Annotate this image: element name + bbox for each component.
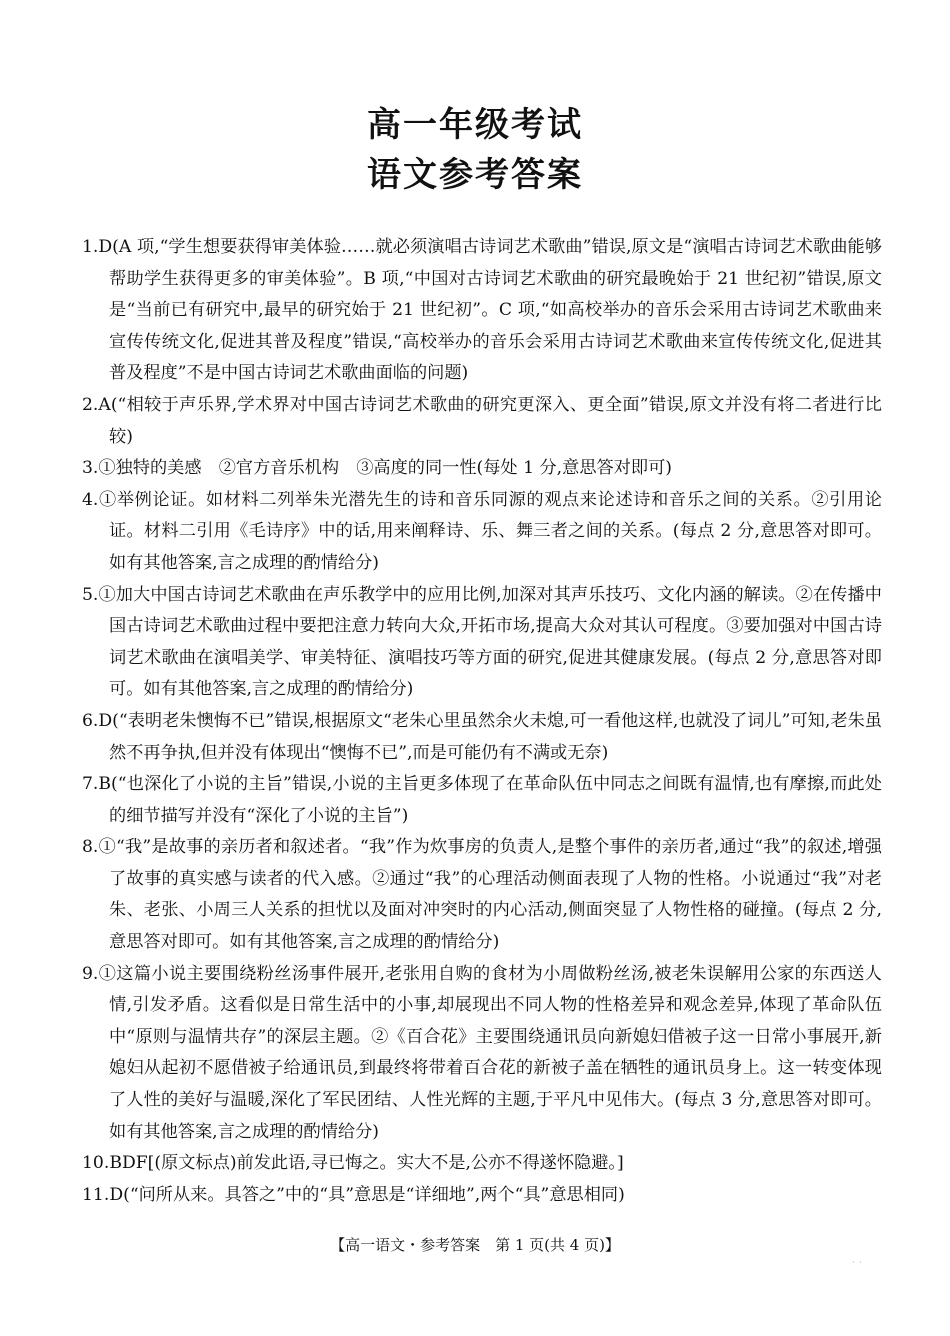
answer-item-1 (82, 232, 882, 390)
answer-number: 11. (82, 1184, 110, 1205)
corner-mark: · · (852, 1258, 863, 1267)
answer-text: ①“我”是故事的亲历者和叙述者。“我”作为炊事房的负责人,是整个事件的亲历者,通过“我”的叙述,增强了故事的真实感与读者的代入感。②通过“我”的心理活动侧面表现了人物的性格。小说通过“我”对老朱、老张、小周三人关系的担忧以及面对冲突时的内心活动,侧面突显了人物性格的碰撞。(每点 2 分,意思答对即可。如有其他答案,言之成理的酌情给分) (98, 837, 882, 953)
answer-text: ①独特的美感 ②官方音乐机构 ③高度的同一性(每处 1 分,意思答对即可) (98, 458, 672, 479)
answer-text: D(“表明老朱懊悔不已”错误,根据原文“老朱心里虽然余火未熄,可一看他这样,也就没了词儿”可知,老朱虽然不再争执,但并没有体现出“懊悔不已”,而是可能仍有不满或无奈) (98, 710, 882, 763)
answer-list (82, 232, 882, 1211)
answer-number: 10. (82, 1153, 110, 1174)
answer-item-10 (82, 1148, 882, 1180)
answer-item-2 (82, 390, 882, 453)
answer-text: ①这篇小说主要围绕粉丝汤事件展开,老张用自购的食材为小周做粉丝汤,被老朱误解用公家的东西送人情,引发矛盾。这看似是日常生活中的小事,却展现出不同人物的性格差异和观念差异,体现了革命队伍中“原则与温情共存”的深层主题。②《百合花》主要围绕通讯员向新媳妇借被子这一日常小事展开,新媳妇从起初不愿借被子给通讯员,到最终将带着百合花的新被子盖在牺牲的通讯员身上。这一转变体现了人性的美好与温暖,深化了军民团结、人性光辉的主题,于平凡中见伟大。(每点 3 分,意思答对即可。如有其他答案,言之成理的酌情给分) (98, 963, 882, 1142)
answer-text: ①举例论证。如材料二列举朱光潜先生的诗和音乐同源的观点来论述诗和音乐之间的关系。②引用论证。材料二引用《毛诗序》中的话,用来阐释诗、乐、舞三者之间的关系。(每点 2 分,意思答对即可。如有其他答案,言之成理的酌情给分) (98, 489, 882, 573)
answer-number: 4. (82, 489, 99, 510)
answer-key-title: 语文参考答案 (367, 155, 583, 195)
answer-number: 7. (82, 774, 99, 795)
answer-number: 9. (82, 963, 99, 984)
answer-text: ①加大中国古诗词艺术歌曲在声乐教学中的应用比例,加深对其声乐技巧、文化内涵的解读。②在传播中国古诗词艺术歌曲过程中要把注意力转向大众,开拓市场,提高大众对其认可程度。③要加强对中国古诗词艺术歌曲在演唱美学、审美特征、演唱技巧等方面的研究,促进其健康发展。(每点 2 分,意思答对即可。如有其他答案,言之成理的酌情给分) (98, 584, 882, 700)
answer-number: 1. (82, 237, 99, 257)
answer-item-5 (82, 580, 882, 706)
answer-text: B(“也深化了小说的主旨”错误,小说的主旨更多体现了在革命队伍中同志之间既有温情,也有摩擦,而此处的细节描写并没有“深化了小说的主旨”) (98, 774, 882, 826)
answer-number: 2. (82, 394, 99, 415)
answer-item-9 (82, 959, 882, 1149)
answer-number: 5. (82, 584, 99, 605)
answer-text: A(“相较于声乐界,学术界对中国古诗词艺术歌曲的研究更深入、更全面”错误,原文并没有将二者进行比较) (98, 394, 882, 447)
title-block (0, 100, 950, 200)
answer-number: 6. (82, 710, 99, 731)
answer-item-7 (82, 769, 882, 832)
answer-item-8 (82, 832, 882, 958)
answer-item-11 (82, 1180, 882, 1212)
answer-item-3 (82, 453, 882, 485)
answer-item-4 (82, 485, 882, 580)
answer-number: 8. (82, 837, 99, 858)
answer-text: BDF[(原文标点)前发此语,寻已悔之。实大不是,公亦不得遂怀隐避。] (109, 1153, 624, 1174)
page-footer: 【高一语文・参考答案 第 1 页(共 4 页)】 (330, 1236, 620, 1254)
exam-title: 高一年级考试 (367, 105, 583, 145)
answer-number: 3. (82, 458, 99, 479)
answer-text: D(“问所从来。具答之”中的“具”意思是“详细地”,两个“具”意思相同) (109, 1184, 625, 1205)
answer-item-6 (82, 706, 882, 769)
answer-text: D(A 项,“学生想要获得审美体验……就必须演唱古诗词艺术歌曲”错误,原文是“演唱古诗词艺术歌曲能够帮助学生获得更多的审美体验”。B 项,“中国对古诗词艺术歌曲的研究最晚始于 21 世纪初”错误,原文是“当前已有研究中,最早的研究始于 21 世纪初”。C 项,“如高校举办的音乐会采用古诗词艺术歌曲来宣传传统文化,促进其普及程度”错误,“高校举办的音乐会采用古诗词艺术歌曲来宣传传统文化,促进其普及程度”不是中国古诗词艺术歌曲面临的问题) (98, 237, 882, 384)
